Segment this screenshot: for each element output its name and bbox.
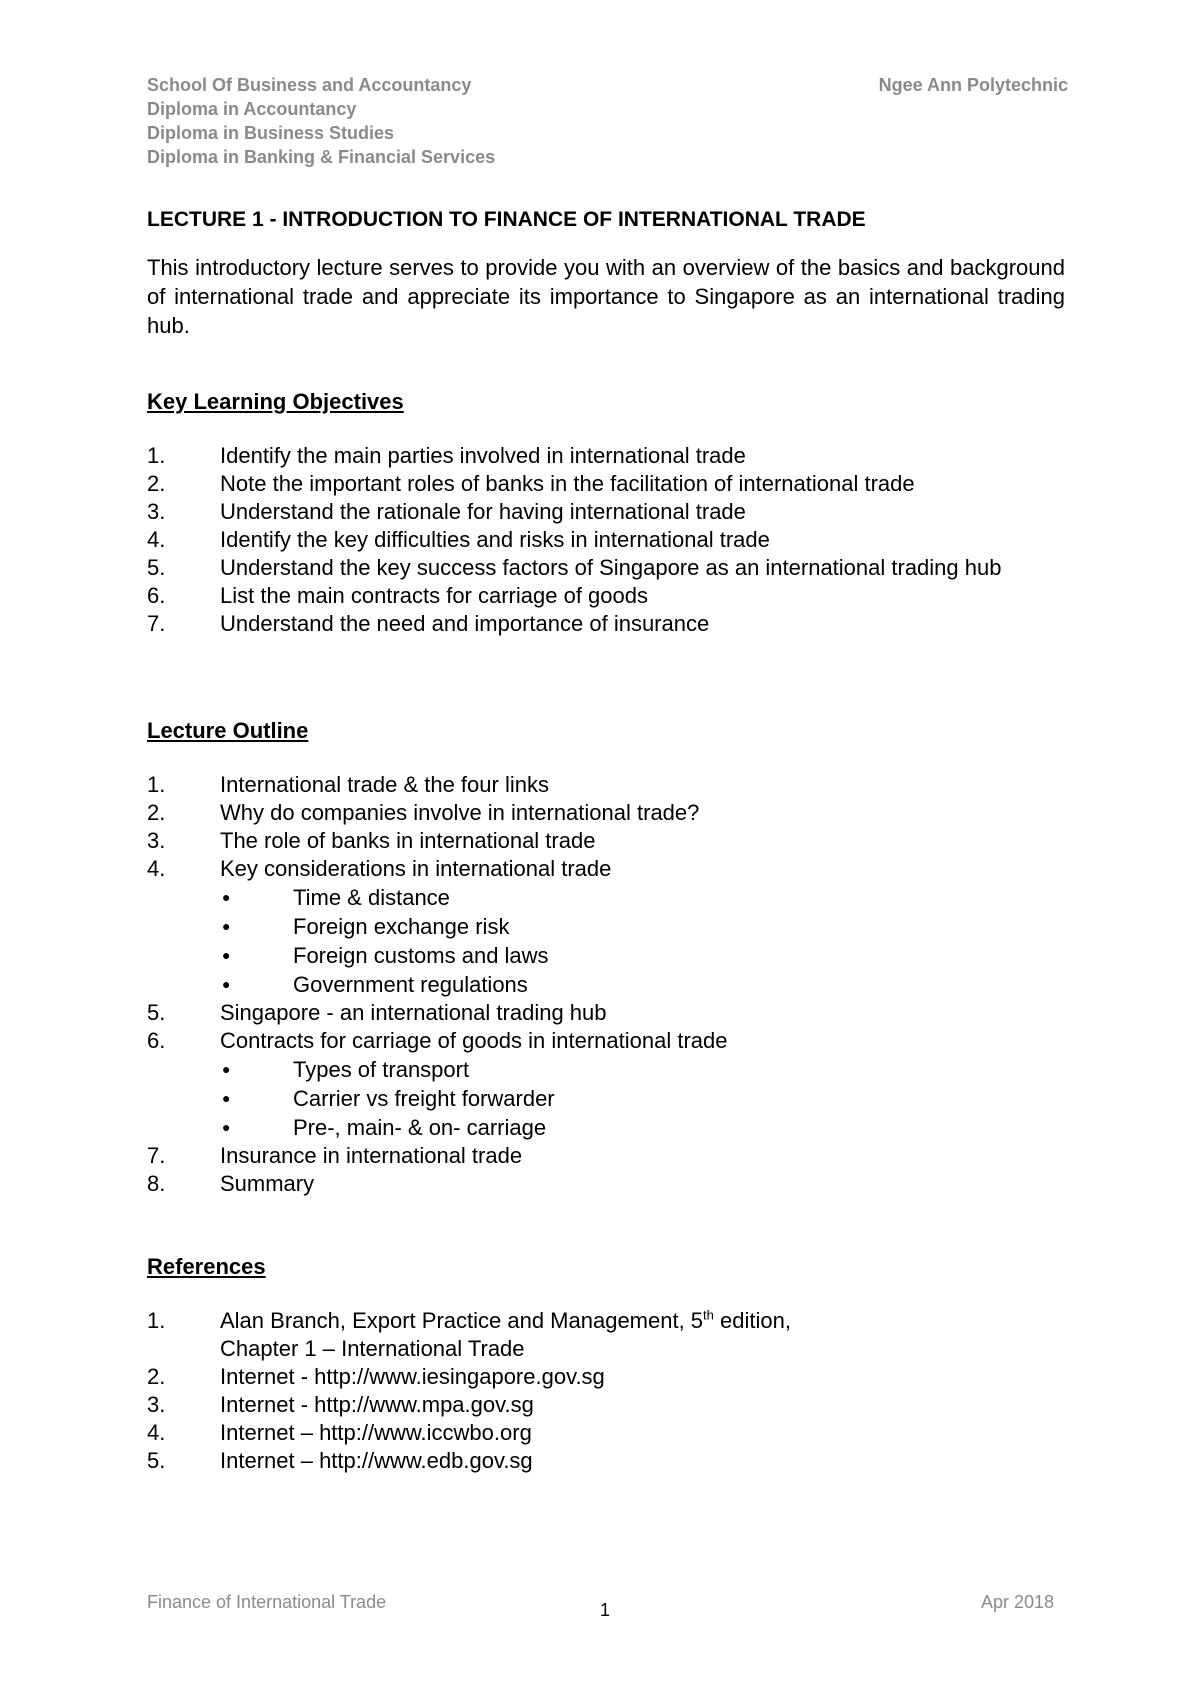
item-number: 7.	[147, 611, 166, 636]
item-number: 5.	[147, 555, 166, 580]
item-text: Understand the rationale for having international trade	[220, 499, 746, 524]
item-text: Internet – http://www.iccwbo.org	[220, 1420, 532, 1445]
list-item	[147, 470, 1065, 498]
reference-line2: Chapter 1 – International Trade	[220, 1336, 525, 1361]
sub-list-container	[147, 1055, 1065, 1142]
sub-list-item	[220, 912, 1065, 941]
objectives-list	[147, 442, 1065, 638]
item-text: Summary	[220, 1171, 315, 1196]
item-number: 8.	[147, 1171, 166, 1196]
item-number: 7.	[147, 1143, 166, 1168]
bullet-icon: ●	[222, 1119, 231, 1135]
list-item	[147, 1170, 1065, 1198]
sub-list-item	[220, 941, 1065, 970]
item-number: 2.	[147, 800, 166, 825]
sub-list-item	[220, 1055, 1065, 1084]
sub-list	[147, 1055, 1065, 1142]
item-text: Internet - http://www.iesingapore.gov.sg	[220, 1364, 605, 1389]
superscript: th	[703, 1307, 714, 1323]
outline-section	[147, 717, 1065, 1198]
item-number: 1.	[147, 443, 166, 468]
item-number: 3.	[147, 1392, 166, 1417]
sub-item-text: Foreign exchange risk	[293, 914, 510, 939]
list-item	[147, 582, 1065, 610]
sub-item-text: Foreign customs and laws	[293, 943, 549, 968]
list-item	[147, 855, 1065, 883]
header-left	[147, 73, 495, 169]
references-heading: References	[147, 1254, 266, 1279]
list-item	[147, 526, 1065, 554]
item-text: Internet - http://www.mpa.gov.sg	[220, 1392, 534, 1417]
sub-list-item	[220, 1113, 1065, 1142]
item-text: Key considerations in international trade	[220, 856, 612, 881]
item-number: 4.	[147, 1420, 166, 1445]
objectives-section	[147, 388, 1065, 638]
list-item	[147, 799, 1065, 827]
item-number: 3.	[147, 828, 166, 853]
bullet-icon: ●	[222, 889, 231, 905]
list-item	[147, 999, 1065, 1027]
list-item	[147, 498, 1065, 526]
outline-list	[147, 771, 1065, 1198]
sub-item-text: Government regulations	[293, 972, 528, 997]
item-text: Understand the key success factors of Singapore as an international trading hub	[220, 555, 1002, 580]
item-number: 4.	[147, 527, 166, 552]
footer-course-title: Finance of International Trade	[147, 1592, 387, 1612]
item-number: 2.	[147, 471, 166, 496]
references-list	[147, 1307, 1065, 1475]
page-number: 1	[600, 1600, 611, 1620]
sub-item-text: Time & distance	[293, 885, 450, 910]
item-number: 5.	[147, 1448, 166, 1473]
reference-text: Alan Branch, Export Practice and Management, 5	[220, 1308, 704, 1333]
references-section	[147, 1253, 1065, 1475]
reference-text-after: edition,	[713, 1308, 791, 1333]
list-item	[147, 1363, 1065, 1391]
header-diploma-accountancy: Diploma in Accountancy	[147, 99, 357, 119]
outline-heading: Lecture Outline	[147, 718, 309, 743]
list-item	[147, 1447, 1065, 1475]
item-number: 5.	[147, 1000, 166, 1025]
item-text: The role of banks in international trade	[220, 828, 596, 853]
item-text: Singapore - an international trading hub	[220, 1000, 607, 1025]
item-number: 1.	[147, 1308, 166, 1333]
item-number: 6.	[147, 1028, 166, 1053]
item-number: 1.	[147, 772, 166, 797]
list-item	[147, 554, 1065, 582]
sub-list-item	[220, 883, 1065, 912]
item-text: International trade & the four links	[220, 772, 549, 797]
item-text: Contracts for carriage of goods in international trade	[220, 1028, 728, 1053]
list-item	[147, 1391, 1065, 1419]
item-text: Understand the need and importance of insurance	[220, 611, 710, 636]
item-text: Internet – http://www.edb.gov.sg	[220, 1448, 533, 1473]
header-right: Ngee Ann Polytechnic	[878, 75, 1068, 95]
bullet-icon: ●	[222, 947, 231, 963]
header-diploma-banking: Diploma in Banking & Financial Services	[147, 147, 496, 167]
item-text	[220, 1307, 1065, 1363]
header-diploma-business: Diploma in Business Studies	[147, 123, 395, 143]
bullet-icon: ●	[222, 1090, 231, 1106]
bullet-icon: ●	[222, 976, 231, 992]
sub-item-text: Pre-, main- & on- carriage	[293, 1115, 547, 1140]
item-number: 4.	[147, 856, 166, 881]
lecture-title: LECTURE 1 - INTRODUCTION TO FINANCE OF INTERNATIONAL TRADE	[147, 208, 866, 231]
bullet-icon: ●	[222, 1061, 231, 1077]
item-number: 2.	[147, 1364, 166, 1389]
header-school: School Of Business and Accountancy	[147, 75, 472, 95]
list-item	[147, 1419, 1065, 1447]
footer-date: Apr 2018	[980, 1592, 1054, 1612]
list-item	[147, 1142, 1065, 1170]
item-text: Why do companies involve in international trade?	[220, 800, 700, 825]
item-text: Insurance in international trade	[220, 1143, 523, 1168]
bullet-icon: ●	[222, 918, 231, 934]
sub-list-item	[220, 970, 1065, 999]
item-number: 3.	[147, 499, 166, 524]
list-item	[147, 771, 1065, 799]
item-text: Identify the main parties involved in international trade	[220, 443, 746, 468]
item-text: Note the important roles of banks in the facilitation of international trade	[220, 471, 915, 496]
sub-item-text: Carrier vs freight forwarder	[293, 1086, 555, 1111]
sub-list-container	[147, 883, 1065, 999]
sub-list	[147, 883, 1065, 999]
list-item	[147, 1307, 1065, 1363]
item-number: 6.	[147, 583, 166, 608]
item-text: Identify the key difficulties and risks in international trade	[220, 527, 770, 552]
list-item	[147, 610, 1065, 638]
item-text: List the main contracts for carriage of goods	[220, 583, 648, 608]
sub-list-item	[220, 1084, 1065, 1113]
intro-paragraph: This introductory lecture serves to provide you with an overview of the basics and background of international trade and appreciate its importance to Singapore as an international trading hub.	[147, 255, 1065, 338]
list-item	[147, 827, 1065, 855]
sub-item-text: Types of transport	[293, 1057, 470, 1082]
list-item	[147, 1027, 1065, 1055]
objectives-heading: Key Learning Objectives	[147, 389, 404, 414]
list-item	[147, 442, 1065, 470]
